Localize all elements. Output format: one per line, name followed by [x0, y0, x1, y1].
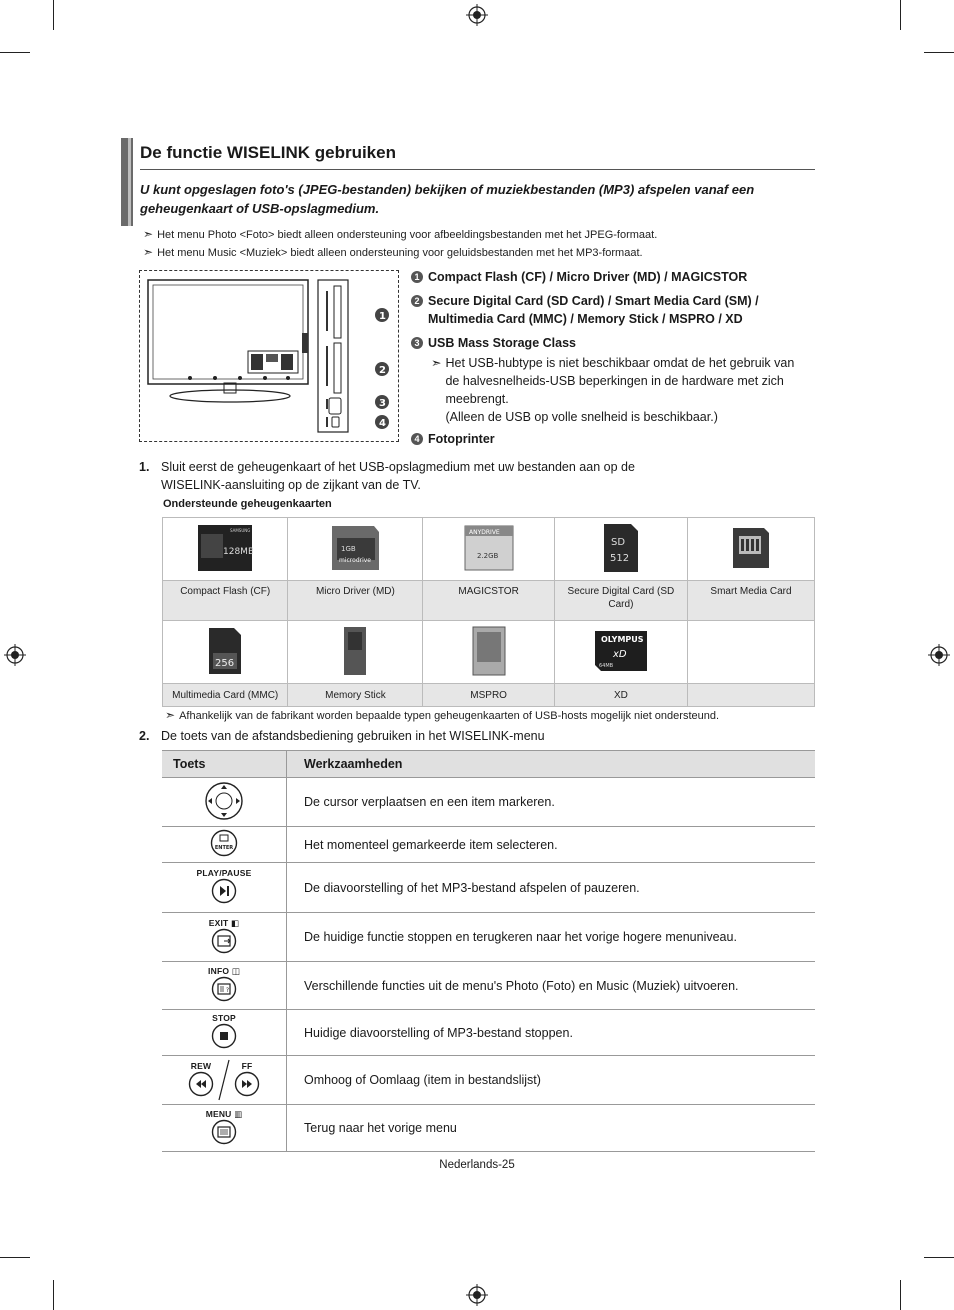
card-image-mmc: [163, 621, 288, 684]
key-action: Verschillende functies uit de menu's Photo (Foto) en Music (Muziek) uitvoeren.: [287, 962, 816, 1010]
tv-side-illustration: [139, 270, 399, 442]
key-cell: [162, 962, 287, 1010]
card-label: MAGICSTOR: [423, 581, 554, 621]
key-action: Terug naar het vorige menu: [287, 1105, 816, 1152]
svg-text:2.2GB: 2.2GB: [476, 551, 498, 560]
key-label: INFO ◫: [208, 966, 240, 976]
card-image-xd: [554, 621, 687, 684]
key-action: De diavoorstelling of het MP3-bestand afspelen of pauzeren.: [287, 863, 816, 913]
fast-forward-icon: [234, 1071, 260, 1097]
step-1: 1. Sluit eerst de geheugenkaart of het USB-opslagmedium met uw bestanden aan op de WISELINK-aansluiting op de zijkant van de TV.: [139, 460, 635, 492]
card-label: Micro Driver (MD): [288, 581, 423, 621]
key-label: PLAY/PAUSE: [196, 868, 252, 878]
key-label: STOP: [212, 1013, 236, 1023]
crop-mark: [0, 1257, 30, 1258]
card-label: Compact Flash (CF): [163, 581, 288, 621]
cards-heading: Ondersteunde geheugenkaarten: [163, 498, 332, 510]
registration-mark-icon: [928, 644, 950, 666]
port-number-badge: 2: [411, 295, 423, 307]
key-action: De huidige functie stoppen en terugkeren naar het vorige hogere menuniveau.: [287, 913, 816, 962]
menu-icon: [211, 1119, 237, 1145]
port-item: 4 Fotoprinter: [411, 430, 811, 448]
key-cell: [162, 863, 287, 913]
svg-text:OLYMPUS: OLYMPUS: [600, 634, 644, 644]
title-accent-bar: [128, 138, 131, 226]
key-cell: [162, 1056, 287, 1105]
note-arrow-icon: ➣: [143, 227, 154, 241]
direction-pad-icon: [204, 781, 244, 821]
crop-mark: [900, 1280, 901, 1310]
card-image-empty: [688, 621, 815, 684]
key-label: EXIT ◧: [208, 917, 240, 928]
keys-header-action: Werkzaamheden: [287, 751, 816, 778]
card-label: Memory Stick: [288, 684, 423, 707]
port-item: 3 USB Mass Storage Class: [411, 334, 811, 352]
registration-mark-icon: [466, 4, 488, 26]
key-row: [162, 778, 815, 827]
crop-mark: [900, 0, 901, 30]
slash-divider: [218, 1058, 230, 1102]
key-action: Het momenteel gemarkeerde item selecteren.: [287, 827, 816, 863]
key-label: FF: [241, 1060, 253, 1071]
svg-text:3: 3: [379, 398, 386, 409]
svg-text:1: 1: [379, 311, 386, 322]
note-music: ➣ Het menu Music <Muziek> biedt alleen ondersteuning voor geluidsbestanden met het MP3-formaat.: [143, 245, 643, 259]
svg-text:64MB: 64MB: [598, 662, 613, 669]
card-image-sd: [554, 518, 687, 581]
key-label: MENU ▥: [205, 1108, 243, 1119]
step-2: 2. De toets van de afstandsbediening gebruiken in het WISELINK-menu: [139, 729, 545, 743]
port-number-badge: 3: [411, 337, 423, 349]
svg-text:ENTER: ENTER: [214, 845, 234, 851]
exit-icon: [211, 928, 237, 954]
registration-mark-icon: [466, 1284, 488, 1306]
key-row: [162, 863, 815, 913]
memory-card-table: [162, 517, 815, 707]
port-number-badge: 1: [411, 271, 423, 283]
key-cell: [162, 913, 287, 962]
card-label: XD: [554, 684, 687, 707]
play-pause-icon: [211, 878, 237, 904]
crop-mark: [0, 52, 30, 53]
key-label: REW: [190, 1060, 212, 1071]
svg-text:256: 256: [215, 657, 235, 669]
svg-text:512: 512: [609, 552, 629, 564]
svg-text:SD: SD: [610, 536, 625, 548]
cards-note: ➣ Afhankelijk van de fabrikant worden bepaalde typen geheugenkaarten of USB-hosts mogelijk niet ondersteund.: [165, 708, 720, 722]
key-action: Omhoog of Oomlaag (item in bestandslijst): [287, 1056, 816, 1105]
crop-mark: [53, 1280, 54, 1310]
svg-text:ANYDRIVE: ANYDRIVE: [468, 528, 500, 536]
key-cell: [162, 1010, 287, 1056]
port-number-badge: 4: [411, 433, 423, 445]
crop-mark: [924, 1257, 954, 1258]
key-row: [162, 1105, 815, 1152]
note-arrow-icon: ➣: [165, 708, 176, 722]
card-label: Secure Digital Card (SD Card): [554, 581, 687, 621]
key-action: De cursor verplaatsen en een item markeren.: [287, 778, 816, 827]
card-image-cf: [163, 518, 288, 581]
keys-header-key: Toets: [162, 751, 287, 778]
card-label: Smart Media Card: [688, 581, 815, 621]
svg-text:SAMSUNG: SAMSUNG: [230, 527, 251, 533]
note-arrow-icon: ➣: [143, 245, 154, 259]
page-footer: Nederlands-25: [439, 1159, 515, 1171]
card-image-memorystick: [288, 621, 423, 684]
port-item: 2 Secure Digital Card (SD Card) / Smart Media Card (SM) / Multimedia Card (MMC) / Memory Stick / MSPRO / XD: [411, 292, 811, 328]
title-divider: [140, 169, 815, 170]
card-image-magicstor: [423, 518, 554, 581]
crop-mark: [924, 52, 954, 53]
card-label: Multimedia Card (MMC): [163, 684, 288, 707]
svg-text:microdrive: microdrive: [339, 556, 372, 564]
title-accent-bar: [121, 138, 133, 226]
port-item: 1 Compact Flash (CF) / Micro Driver (MD) / MAGICSTOR: [411, 268, 811, 286]
key-row: [162, 1010, 815, 1056]
card-image-smartmedia: [688, 518, 815, 581]
key-cell: [162, 827, 287, 863]
note-arrow-icon: ➣: [431, 356, 442, 370]
key-row: [162, 913, 815, 962]
usb-note: ➣ Het USB-hubtype is niet beschikbaar omdat de het gebruik van de halvesnelheids-USB beperkingen in de hardware met zich meebrengt. (Alleen de USB op volle snelheid is beschikbaar.): [431, 356, 795, 424]
key-cell: [162, 778, 287, 827]
remote-keys-table: [162, 750, 815, 1152]
key-row: [162, 1056, 815, 1105]
page-title: De functie WISELINK gebruiken: [140, 143, 396, 162]
svg-text:1GB: 1GB: [341, 544, 357, 553]
enter-button-icon: [210, 829, 238, 857]
card-label: MSPRO: [423, 684, 554, 707]
info-icon: [211, 976, 237, 1002]
port-list: [411, 268, 811, 454]
card-image-mspro: [423, 621, 554, 684]
key-action: Huidige diavoorstelling of MP3-bestand stoppen.: [287, 1010, 816, 1056]
card-label: [688, 684, 815, 707]
rewind-icon: [188, 1071, 214, 1097]
intro-text: U kunt opgeslagen foto's (JPEG-bestanden) bekijken of muziekbestanden (MP3) afspelen vanaf een geheugenkaart of USB-opslagmedium.: [140, 182, 755, 216]
registration-mark-icon: [4, 644, 26, 666]
key-row: [162, 827, 815, 863]
svg-text:4: 4: [379, 418, 386, 429]
svg-text:2: 2: [379, 365, 386, 376]
card-image-md: [288, 518, 423, 581]
key-cell: [162, 1105, 287, 1152]
svg-text:xD: xD: [612, 648, 627, 660]
stop-icon: [211, 1023, 237, 1049]
key-row: [162, 962, 815, 1010]
crop-mark: [53, 0, 54, 30]
svg-text:128MB: 128MB: [223, 546, 254, 557]
note-photo: ➣ Het menu Photo <Foto> biedt alleen ondersteuning voor afbeeldingsbestanden met het JPEG-formaat.: [143, 227, 658, 241]
svg-text:?: ?: [225, 987, 230, 994]
